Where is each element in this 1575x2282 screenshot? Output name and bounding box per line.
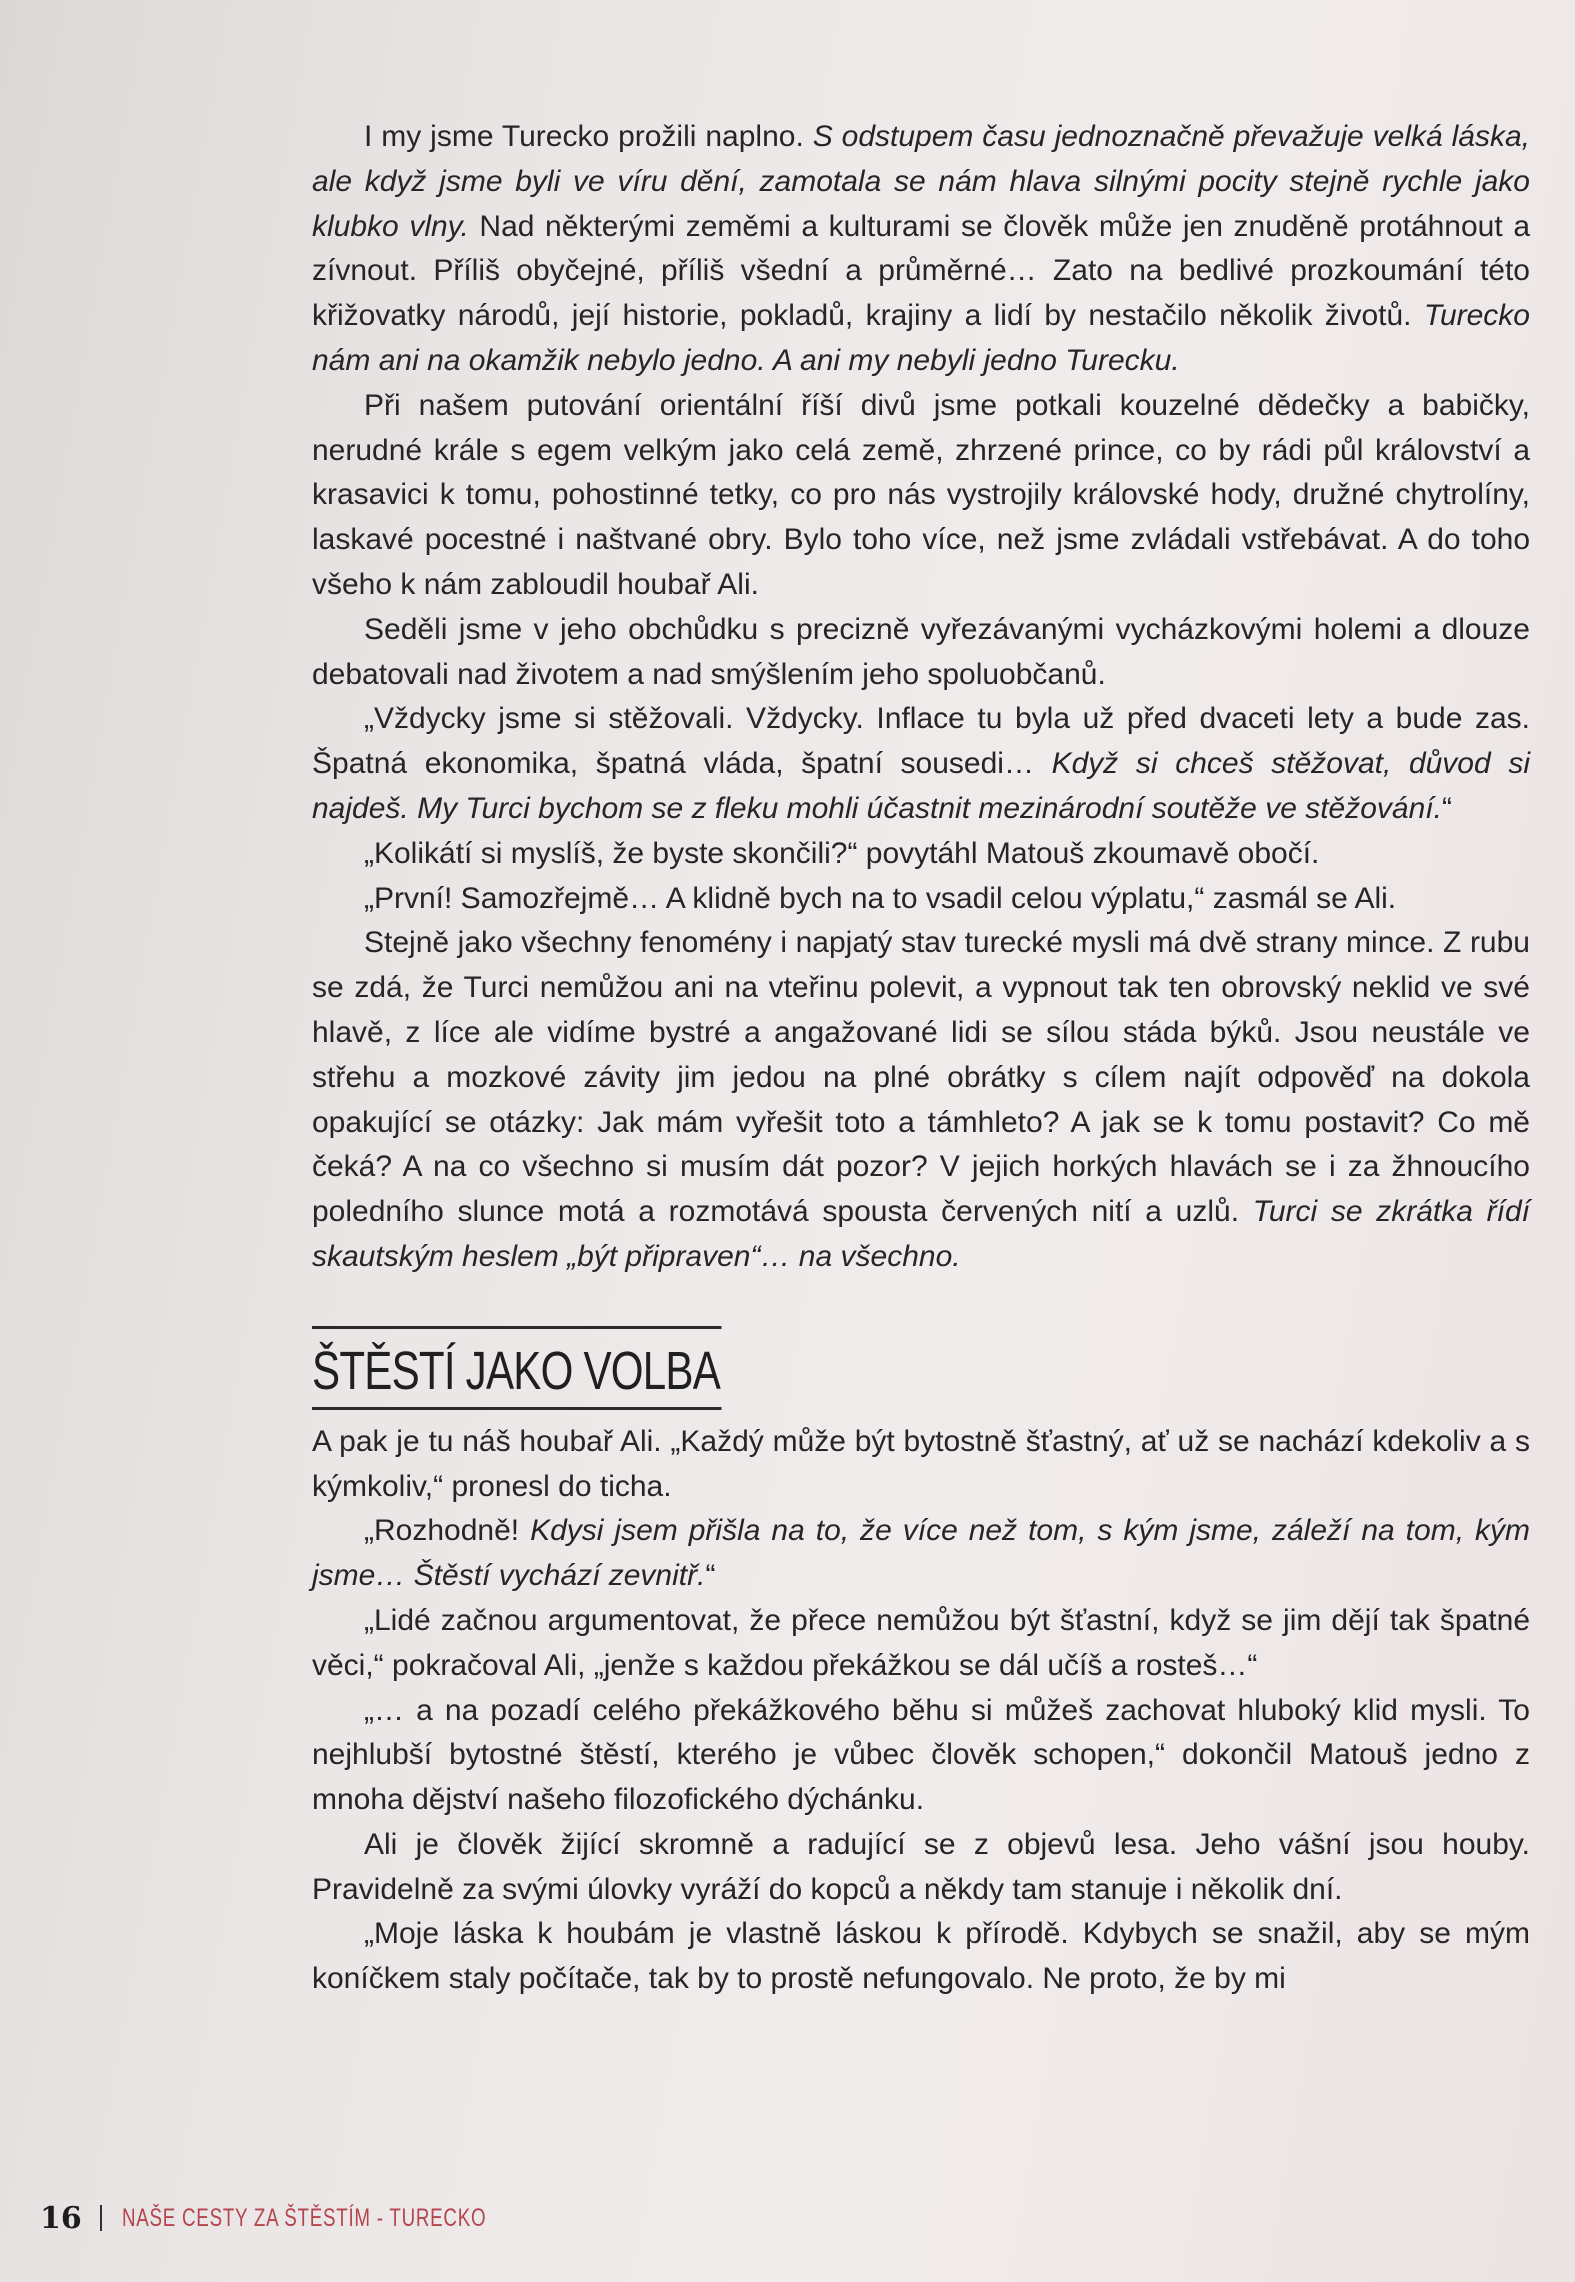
italic-run: Turecko nám ani na okamžik nebylo jedno. A ani my nebyli jedno Turecku. — [312, 299, 1530, 377]
paragraph: Ali je člověk žijící skromně a radující se z objevů lesa. Jeho vášní jsou houby. Pravidelně za svými úlovky vyráží do kopců a někdy tam stanuje i několik dní. — [312, 1827, 1530, 1906]
text-run: Stejně jako všechny fenomény i napjatý stav turecké mysli má dvě strany mince. Z rubu se zdá, že Turci nemůžou ani na vteřinu polevit, a vypnout tak ten obrovský neklid ve své hlavě, z líce ale vidíme bystré a angažované lidi se sílou stáda býků. Jsou neustále ve střehu a mozkové závity jim jedou na plné obrátky s cílem najít odpověď na dokola opakující se otázky: Jak mám vyřešit toto a támhleto? A jak se k tomu postavit? Co mě čeká? A na co všechno si musím dát pozor? V jejich horkých hlavách se i za žhnoucího poledního slunce motá a rozmotává spousta červených nití a uzlů. — [312, 926, 1530, 1229]
text-run: “ — [705, 1559, 716, 1593]
italic-run: Turci se zkrátka řídí skautským heslem „být připraven“… na všechno. — [312, 1195, 1530, 1273]
footer-divider — [100, 2205, 102, 2231]
paragraph: „Kolikátí si myslíš, že byste skončili?“ povytáhl Matouš zkoumavě obočí. — [364, 836, 1320, 870]
section-heading-wrap — [312, 1326, 837, 1410]
text-run: „Vždycky jsme si stěžovali. Vždycky. Inflace tu byla už před dvaceti lety a bude zas. Špatná ekonomika, špatná vláda, špatní sousedi… — [312, 702, 1530, 781]
paragraph — [312, 1509, 1530, 1599]
italic-run: Kdysi jsem přišla na to, že více než tom, s kým jsme, záleží na tom, kým jsme… Štěstí vychází zevnitř. — [312, 1514, 1530, 1593]
paragraph — [312, 115, 1530, 384]
text-run: “ — [1441, 791, 1452, 825]
paragraph: „První! Samozřejmě… A klidně bych na to vsadil celou výplatu,“ zasmál se Ali. — [364, 881, 1397, 915]
paragraph — [312, 697, 1530, 831]
text-column — [312, 115, 1530, 2002]
paragraph: Při našem putování orientální říší divů jsme potkali kouzelné dědečky a babičky, nerudné krále s egem velkým jako celá země, zhrzené prince, co by rádi půl království a krasavici k tomu, pohostinné tetky, co pro nás vystrojily královské hody, družné chytrolíny, laskavé pocestné i naštvané obry. Bylo toho více, než jsme zvládali vstřebávat. A do toho všeho k nám zabloudil houbař Ali. — [312, 388, 1530, 601]
text-run: „Rozhodně! — [364, 1514, 531, 1548]
running-title: NAŠE CESTY ZA ŠTĚSTÍM - TURECKO — [121, 2203, 487, 2232]
page-footer — [40, 2198, 607, 2238]
italic-run: S odstupem času jednoznačně převažuje velká láska, ale když jsme byli ve víru dění, zamotala se nám hlava silnými pocity stejně rychle jako klubko vlny. — [312, 120, 1530, 243]
paragraph: „Moje láska k houbám je vlastně láskou k přírodě. Kdybych se snažil, aby se mým koníčkem staly počítače, tak by to prostě nefungovalo. Ne proto, že by mi — [312, 1917, 1530, 1996]
paragraph: „Lidé začnou argumentovat, že přece nemůžou být šťastní, když se jim dějí tak špatné věci,“ pokračoval Ali, „jenže s každou překážkou se dál učíš a rosteš…“ — [312, 1603, 1530, 1682]
paragraph: „… a na pozadí celého překážkového běhu si můžeš zachovat hluboký klid mysli. To nejhlubší bytostné štěstí, kterého je vůbec člověk schopen,“ dokončil Matouš jedno z mnoha dějství našeho filozofického dýchánku. — [312, 1693, 1530, 1817]
paragraph: A pak je tu náš houbař Ali. „Každý může být bytostně šťastný, ať už se nachází kdekoliv a s kýmkoliv,“ pronesl do ticha. — [312, 1424, 1530, 1503]
paragraph — [312, 921, 1530, 1279]
paragraph: Seděli jsme v jeho obchůdku s precizně vyřezávanými vycházkovými holemi a dlouze debatovali nad životem a nad smýšlením jeho spoluobčanů. — [312, 612, 1530, 691]
italic-run: Když si chceš stěžovat, důvod si najdeš. My Turci bychom se z fleku mohli účastnit mezinárodní soutěže ve stěžování. — [312, 747, 1530, 825]
text-run: Nad některými zeměmi a kulturami se člověk může jen znuděně protáhnout a zívnout. Příliš obyčejné, příliš všední a průměrné… Zato na bedlivé prozkoumání této křižovatky národů, její historie, pokladů, krajiny a lidí by nestačilo několik životů. — [312, 209, 1531, 333]
page-number: 16 — [40, 2200, 82, 2236]
section-heading: ŠTĚSTÍ JAKO VOLBA — [312, 1326, 722, 1410]
text-run: I my jsme Turecko prožili naplno. — [364, 120, 813, 153]
